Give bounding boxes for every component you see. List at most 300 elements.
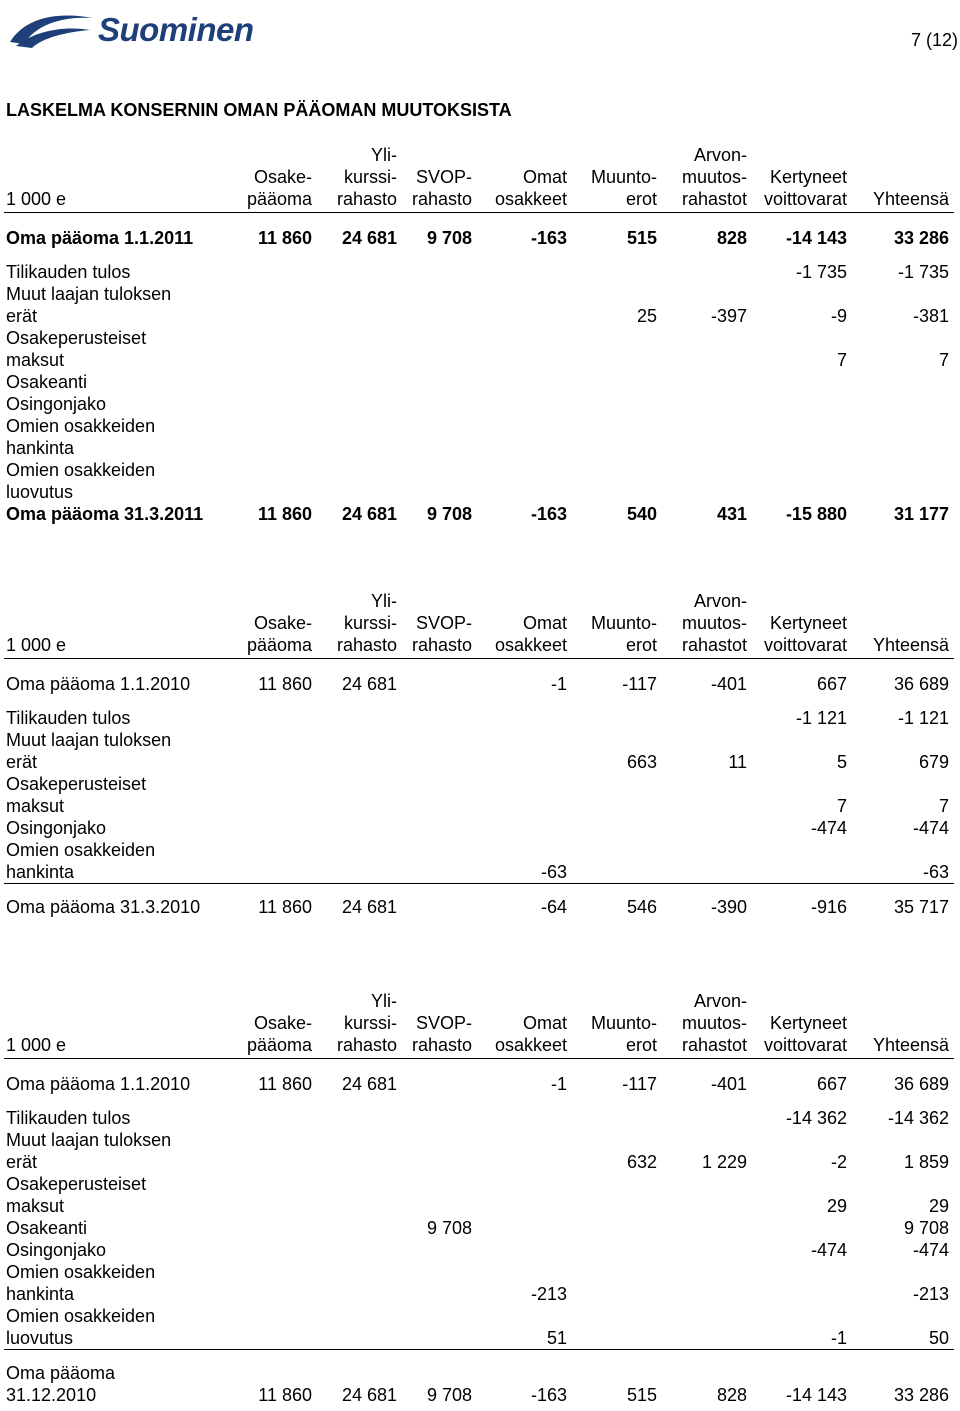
movement-row [4,707,954,729]
value-cell [477,261,572,283]
value-cell [317,1129,402,1173]
value-cell: -15 880 [785,504,847,524]
value-cell: 24 681 [341,504,397,524]
value-cell [572,1173,662,1217]
value-cell: -1 121 [897,708,949,728]
value-cell: 9 708 [426,504,472,524]
column-header-c3 [402,590,477,659]
row-label-line: Tilikauden tulos [6,708,131,728]
row-label-line: Oma pääoma 31.3.2011 [6,504,204,524]
column-header-c5 [572,144,662,213]
row-label [4,773,242,817]
column-header-c8 [852,990,954,1059]
row-label-line: Osingonjako [6,1240,107,1260]
column-header-c8 [852,590,954,659]
value-cell: -916 [810,897,847,917]
value-cell [242,1217,317,1239]
value-cell: 679 [918,752,949,772]
movement-row [4,1261,954,1305]
value-cell: 11 860 [257,228,312,248]
value-cell [852,393,954,415]
equity-table-2010 [4,990,954,1406]
column-header-c7 [752,990,852,1059]
column-header-line: Yhteensä [872,189,949,209]
value-cell: 24 681 [341,1385,397,1405]
column-header-c7 [752,590,852,659]
column-header-c6 [662,144,752,213]
value-cell [572,1261,662,1305]
column-header-row [4,144,954,213]
row-label [4,415,242,459]
value-cell [477,707,572,729]
value-cell: -401 [710,1074,747,1094]
closing-balance-row [4,503,954,525]
column-header-line: Arvon- [693,991,747,1011]
value-cell [242,459,317,503]
movement-row [4,261,954,283]
movement-row [4,459,954,503]
value-cell: -63 [477,839,572,884]
value-cell [242,415,317,459]
column-header-c7 [752,144,852,213]
value-cell: 24 681 [341,228,397,248]
value-cell [317,415,402,459]
column-header-c2 [317,590,402,659]
row-label-line: erät [6,752,38,772]
value-cell: 7 [938,350,949,370]
value-cell [242,371,317,393]
value-cell [402,659,477,708]
value-cell: -163 [530,504,567,524]
row-label-line: Oma pääoma 1.1.2011 [6,228,194,248]
value-cell [662,371,752,393]
value-cell [477,327,572,371]
value-cell [402,1173,477,1217]
equity-table-2011 [4,144,954,525]
value-cell [242,839,317,884]
row-label-line: Tilikauden tulos [6,262,131,282]
value-cell [752,1261,852,1305]
value-cell [317,1239,402,1261]
value-cell [662,459,752,503]
value-cell [572,839,662,884]
value-cell: 828 [716,228,747,248]
movement-row [4,817,954,839]
value-cell: 7 [938,796,949,816]
value-cell: 828 [716,1385,747,1405]
unit-header: 1 000 e [4,590,242,659]
closing-balance-row [4,884,954,919]
value-cell [852,415,954,459]
column-header-line: Yli- [371,991,397,1011]
value-cell: 1 229 [701,1152,747,1172]
column-header-c3 [402,990,477,1059]
row-label [4,729,242,773]
opening-balance-row [4,213,954,262]
value-cell [477,817,572,839]
page-title: LASKELMA KONSERNIN OMAN PÄÄOMAN MUUTOKSISTA [6,100,512,120]
value-cell: -63 [852,839,954,884]
column-header-line: muutos- [681,613,747,633]
value-cell [662,1173,752,1217]
column-header-line: kurssi- [344,167,397,187]
column-header-line: Omat [522,613,567,633]
value-cell [242,1305,317,1350]
row-label [4,393,242,415]
value-cell [317,393,402,415]
value-cell [242,1173,317,1217]
column-header-c1 [242,990,317,1059]
column-header-c4 [477,990,572,1059]
value-cell [662,707,752,729]
row-label [4,1261,242,1305]
row-label-line: Muut laajan tuloksen [6,284,172,304]
value-cell: 667 [816,674,847,694]
column-header-line: Osake- [253,613,312,633]
value-cell [402,839,477,884]
column-header-c1 [242,144,317,213]
column-header-line: rahasto [411,1035,472,1055]
row-label-line: Omien osakkeiden [6,840,156,860]
row-label-line: Omien osakkeiden [6,1262,156,1282]
row-label-line: luovutus [6,1328,74,1348]
column-header-row [4,990,954,1059]
value-cell: 24 681 [341,1074,397,1094]
row-label [4,1059,242,1108]
row-label-line: maksut [6,350,65,370]
value-cell: -474 [810,818,847,838]
value-cell: 9 708 [426,1218,472,1238]
value-cell: -14 362 [887,1108,949,1128]
suominen-swoosh-icon [6,10,94,50]
value-cell [572,773,662,817]
movement-row [4,415,954,459]
row-label [4,283,242,327]
value-cell [752,1217,852,1239]
value-cell [752,459,852,503]
value-cell [317,459,402,503]
column-header-line: Kertyneet [769,167,847,187]
value-cell [402,884,477,919]
value-cell: 632 [626,1152,657,1172]
column-header-c6 [662,990,752,1059]
value-cell [477,773,572,817]
row-label [4,1239,242,1261]
column-header-line: Omat [522,167,567,187]
value-cell: 540 [626,504,657,524]
column-header-c5 [572,590,662,659]
column-header-line: SVOP- [415,167,472,187]
value-cell: -9 [830,306,847,326]
value-cell: 9 708 [903,1218,949,1238]
row-label-line: Oma pääoma [6,1363,116,1383]
value-cell: 1 859 [903,1152,949,1172]
row-label-line: Oma pääoma 31.3.2010 [6,897,201,917]
value-cell [572,1239,662,1261]
row-label-line: maksut [6,1196,65,1216]
value-cell [242,393,317,415]
value-cell [572,817,662,839]
value-cell [477,1239,572,1261]
value-cell [317,729,402,773]
row-label-line: Omien osakkeiden [6,416,156,436]
value-cell [662,1107,752,1129]
value-cell [242,817,317,839]
value-cell: -397 [710,306,747,326]
value-cell: 11 860 [257,504,312,524]
column-header-line: Muunto- [590,167,657,187]
value-cell: 11 860 [258,674,312,694]
movement-row [4,283,954,327]
value-cell [662,817,752,839]
movement-row [4,839,954,884]
value-cell: 24 681 [341,674,397,694]
row-label-line: Osingonjako [6,394,107,414]
value-cell: -14 362 [785,1108,847,1128]
opening-balance-row [4,1059,954,1108]
value-cell [242,1107,317,1129]
column-header-line: SVOP- [415,1013,472,1033]
column-header-c3 [402,144,477,213]
value-cell: 11 860 [258,1074,312,1094]
row-label-line: maksut [6,796,65,816]
value-cell [402,1129,477,1173]
value-cell: -64 [540,897,567,917]
value-cell [242,1239,317,1261]
value-cell [402,817,477,839]
row-label-line: Oma pääoma 1.1.2010 [6,674,191,694]
movement-row [4,729,954,773]
row-label [4,884,242,919]
column-header-line: rahasto [336,635,397,655]
value-cell: -474 [912,1240,949,1260]
column-header-line: rahasto [336,1035,397,1055]
column-header-line: Yhteensä [872,635,949,655]
value-cell [572,707,662,729]
value-cell [572,1305,662,1350]
row-label-line: Muut laajan tuloksen [6,730,172,750]
row-label-line: luovutus [6,482,74,502]
value-cell [477,283,572,327]
column-header-line: osakkeet [494,1035,567,1055]
value-cell: 11 860 [258,897,312,917]
row-label-line: erät [6,306,38,326]
movement-row [4,1305,954,1350]
value-cell: 51 [477,1305,572,1350]
value-cell: -163 [530,228,567,248]
value-cell [317,817,402,839]
column-header-c1 [242,590,317,659]
row-label-line: Oma pääoma 1.1.2010 [6,1074,191,1094]
value-cell: 667 [816,1074,847,1094]
column-header-line: Kertyneet [769,613,847,633]
value-cell [752,393,852,415]
column-header-line: muutos- [681,1013,747,1033]
value-cell [402,1261,477,1305]
row-label [4,1305,242,1350]
row-label [4,817,242,839]
row-label [4,503,242,525]
value-cell [317,327,402,371]
column-header-line: Yli- [371,591,397,611]
value-cell [572,327,662,371]
value-cell [317,1261,402,1305]
value-cell [402,1059,477,1108]
row-label-line: Omien osakkeiden [6,1306,156,1326]
row-label [4,707,242,729]
column-header-c6 [662,590,752,659]
column-header-line: osakkeet [494,189,567,209]
value-cell [852,371,954,393]
value-cell [477,1107,572,1129]
row-label [4,839,242,884]
column-header-c4 [477,590,572,659]
value-cell [477,371,572,393]
value-cell [402,371,477,393]
column-header-line: erot [625,189,657,209]
value-cell [317,371,402,393]
value-cell: 25 [636,306,657,326]
value-cell [242,261,317,283]
column-header-c2 [317,990,402,1059]
value-cell [572,459,662,503]
value-cell: -381 [912,306,949,326]
column-header-line: Yhteensä [872,1035,949,1055]
row-label [4,371,242,393]
value-cell [317,773,402,817]
column-header-line: Kertyneet [769,1013,847,1033]
value-cell [402,283,477,327]
value-cell: -163 [530,1385,567,1405]
value-cell [317,261,402,283]
value-cell [402,327,477,371]
row-label [4,213,242,262]
value-cell [402,729,477,773]
value-cell [477,1129,572,1173]
row-label [4,1217,242,1239]
value-cell [402,773,477,817]
row-label-line: Muut laajan tuloksen [6,1130,172,1150]
value-cell [662,393,752,415]
value-cell [242,707,317,729]
movement-row [4,393,954,415]
value-cell: -1 121 [795,708,847,728]
value-cell: 31 177 [893,504,949,524]
value-cell [242,283,317,327]
column-header-line: Arvon- [693,145,747,165]
value-cell [572,393,662,415]
value-cell: 9 708 [426,1385,472,1405]
column-header-c4 [477,144,572,213]
column-header-line: Yli- [371,145,397,165]
row-label [4,659,242,708]
value-cell: -1 [550,1074,567,1094]
row-label-line: Osakeperusteiset [6,1174,147,1194]
value-cell [852,459,954,503]
column-header-line: rahasto [411,189,472,209]
value-cell: 36 689 [893,674,949,694]
value-cell [662,327,752,371]
row-label-line: Osakeperusteiset [6,774,147,794]
column-header-line: Muunto- [590,613,657,633]
row-label-line: erät [6,1152,38,1172]
value-cell [662,1217,752,1239]
value-cell [662,1305,752,1350]
value-cell: -14 143 [785,228,847,248]
value-cell: 431 [716,504,747,524]
row-label-line: 31.12.2010 [6,1385,97,1405]
column-header-line: muutos- [681,167,747,187]
column-header-line: SVOP- [415,613,472,633]
column-header-line: rahastot [681,189,747,209]
value-cell: 29 [826,1196,847,1216]
value-cell [662,1239,752,1261]
value-cell: 24 681 [341,897,397,917]
value-cell: 515 [626,228,657,248]
value-cell [317,283,402,327]
column-header-line: Omat [522,1013,567,1033]
column-header-line: Osake- [253,167,312,187]
value-cell [317,1217,402,1239]
value-cell: -474 [810,1240,847,1260]
value-cell [477,415,572,459]
row-label-line: Osakeanti [6,372,88,392]
value-cell [477,459,572,503]
row-label [4,1173,242,1217]
value-cell: -1 735 [795,262,847,282]
column-header-line: kurssi- [344,1013,397,1033]
unit-header: 1 000 e [4,144,242,213]
value-cell [317,1107,402,1129]
column-header-line: Osake- [253,1013,312,1033]
movement-row [4,1173,954,1217]
value-cell: -14 143 [785,1385,847,1405]
column-header-line: erot [625,635,657,655]
column-header-c5 [572,990,662,1059]
row-label-line: hankinta [6,1284,75,1304]
value-cell [402,261,477,283]
value-cell: 33 286 [893,228,949,248]
column-header-line: rahasto [336,189,397,209]
movement-row [4,1239,954,1261]
column-header-line: voittovarat [763,1035,847,1055]
column-header-c8 [852,144,954,213]
row-label [4,1107,242,1129]
value-cell [662,1261,752,1305]
movement-row [4,773,954,817]
value-cell: 29 [928,1196,949,1216]
value-cell [752,839,852,884]
column-header-line: voittovarat [763,635,847,655]
column-header-c2 [317,144,402,213]
value-cell [402,1305,477,1350]
value-cell [402,707,477,729]
value-cell: 36 689 [893,1074,949,1094]
row-label-line: hankinta [6,862,75,882]
movement-row [4,327,954,371]
value-cell [242,1129,317,1173]
row-label [4,1350,242,1407]
value-cell [402,1107,477,1129]
row-label [4,261,242,283]
row-label-line: Tilikauden tulos [6,1108,131,1128]
row-label-line: Osingonjako [6,818,107,838]
row-label-line: hankinta [6,438,75,458]
value-cell: -390 [710,897,747,917]
value-cell [242,729,317,773]
row-label [4,1129,242,1173]
value-cell: -1 [550,674,567,694]
